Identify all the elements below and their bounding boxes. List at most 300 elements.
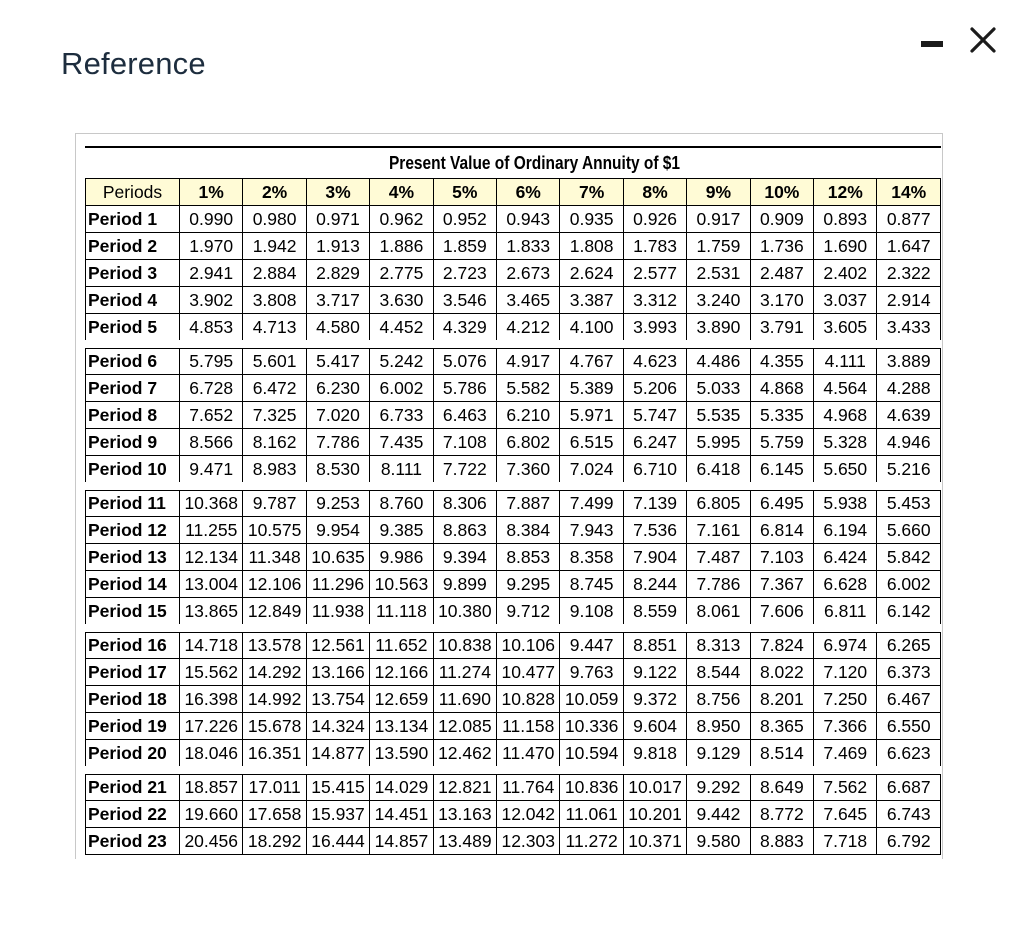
table-cell: 5.759 — [750, 429, 813, 456]
table-cell: 11.690 — [433, 686, 496, 713]
table-cell: 4.917 — [497, 344, 560, 375]
close-icon[interactable] — [967, 24, 999, 56]
table-cell: 4.288 — [877, 375, 941, 402]
table-cell: 6.002 — [370, 375, 433, 402]
table-cell: 11.272 — [560, 828, 623, 855]
table-cell: 10.017 — [623, 770, 686, 801]
row-label: Period 5 — [86, 314, 180, 345]
table-cell: 7.250 — [814, 686, 877, 713]
column-header-periods: Periods — [86, 179, 180, 206]
table-cell: 6.467 — [877, 686, 941, 713]
table-cell: 4.100 — [560, 314, 623, 345]
table-cell: 6.728 — [180, 375, 243, 402]
table-cell: 13.004 — [180, 571, 243, 598]
table-cell: 8.544 — [687, 659, 750, 686]
table-row — [86, 486, 941, 517]
table-cell: 13.578 — [243, 628, 306, 659]
table-cell: 6.792 — [877, 828, 941, 855]
column-header-rate: 6% — [497, 179, 560, 206]
table-cell: 3.037 — [814, 287, 877, 314]
table-cell: 8.851 — [623, 628, 686, 659]
table-row — [86, 628, 941, 659]
table-cell: 2.673 — [497, 260, 560, 287]
table-cell: 2.829 — [306, 260, 369, 287]
table-cell: 7.108 — [433, 429, 496, 456]
table-cell: 10.201 — [623, 801, 686, 828]
table-cell: 5.206 — [623, 375, 686, 402]
table-cell: 10.594 — [560, 740, 623, 771]
table-cell: 3.902 — [180, 287, 243, 314]
table-cell: 5.971 — [560, 402, 623, 429]
table-row — [86, 713, 941, 740]
table-cell: 10.380 — [433, 598, 496, 629]
table-cell: 12.849 — [243, 598, 306, 629]
table-cell: 8.983 — [243, 456, 306, 487]
table-row — [86, 571, 941, 598]
table-cell: 5.650 — [814, 456, 877, 487]
table-cell: 6.210 — [497, 402, 560, 429]
table-cell: 13.865 — [180, 598, 243, 629]
table-row — [86, 740, 941, 771]
table-cell: 3.890 — [687, 314, 750, 345]
table-cell: 8.306 — [433, 486, 496, 517]
table-cell: 4.564 — [814, 375, 877, 402]
table-cell: 9.442 — [687, 801, 750, 828]
table-caption: Present Value of Ordinary Annuity of $1 — [388, 153, 681, 173]
table-cell: 2.531 — [687, 260, 750, 287]
row-label: Period 21 — [86, 770, 180, 801]
table-cell: 10.836 — [560, 770, 623, 801]
table-cell: 8.111 — [370, 456, 433, 487]
table-cell: 6.142 — [877, 598, 941, 629]
table-cell: 2.322 — [877, 260, 941, 287]
table-cell: 14.029 — [370, 770, 433, 801]
table-cell: 6.687 — [877, 770, 941, 801]
table-cell: 3.433 — [877, 314, 941, 345]
row-label: Period 3 — [86, 260, 180, 287]
column-header-rate: 14% — [877, 179, 941, 206]
row-label: Period 1 — [86, 206, 180, 233]
table-cell: 6.418 — [687, 456, 750, 487]
table-cell: 0.971 — [306, 206, 369, 233]
table-cell: 12.303 — [497, 828, 560, 855]
table-cell: 10.336 — [560, 713, 623, 740]
table-cell: 1.913 — [306, 233, 369, 260]
table-cell: 11.158 — [497, 713, 560, 740]
row-label: Period 15 — [86, 598, 180, 629]
table-cell: 9.385 — [370, 517, 433, 544]
table-cell: 7.904 — [623, 544, 686, 571]
table-cell: 5.660 — [877, 517, 941, 544]
table-cell: 12.659 — [370, 686, 433, 713]
row-label: Period 17 — [86, 659, 180, 686]
table-cell: 8.061 — [687, 598, 750, 629]
table-cell: 8.244 — [623, 571, 686, 598]
table-cell: 17.226 — [180, 713, 243, 740]
table-cell: 1.783 — [623, 233, 686, 260]
table-cell: 6.145 — [750, 456, 813, 487]
table-cell: 1.886 — [370, 233, 433, 260]
table-cell: 7.120 — [814, 659, 877, 686]
table-cell: 4.713 — [243, 314, 306, 345]
table-cell: 6.733 — [370, 402, 433, 429]
table-cell: 10.563 — [370, 571, 433, 598]
table-cell: 1.970 — [180, 233, 243, 260]
table-cell: 11.764 — [497, 770, 560, 801]
table-cell: 0.893 — [814, 206, 877, 233]
table-cell: 0.952 — [433, 206, 496, 233]
table-cell: 4.111 — [814, 344, 877, 375]
table-cell: 9.122 — [623, 659, 686, 686]
table-cell: 8.883 — [750, 828, 813, 855]
table-cell: 7.103 — [750, 544, 813, 571]
table-cell: 7.943 — [560, 517, 623, 544]
table-cell: 16.398 — [180, 686, 243, 713]
row-label: Period 8 — [86, 402, 180, 429]
header-row — [86, 179, 941, 206]
table-cell: 0.980 — [243, 206, 306, 233]
table-cell: 7.536 — [623, 517, 686, 544]
table-cell: 0.943 — [497, 206, 560, 233]
table-cell: 5.335 — [750, 402, 813, 429]
close-x-glyph — [967, 24, 999, 56]
row-label: Period 14 — [86, 571, 180, 598]
row-label: Period 19 — [86, 713, 180, 740]
table-cell: 6.373 — [877, 659, 941, 686]
table-row — [86, 314, 941, 345]
table-cell: 3.889 — [877, 344, 941, 375]
table-cell: 6.628 — [814, 571, 877, 598]
table-cell: 3.170 — [750, 287, 813, 314]
table-cell: 8.863 — [433, 517, 496, 544]
table-cell: 0.990 — [180, 206, 243, 233]
table-cell: 9.253 — [306, 486, 369, 517]
table-cell: 6.811 — [814, 598, 877, 629]
table-cell: 10.368 — [180, 486, 243, 517]
table-cell: 7.020 — [306, 402, 369, 429]
table-cell: 3.465 — [497, 287, 560, 314]
table-cell: 6.802 — [497, 429, 560, 456]
table-cell: 5.076 — [433, 344, 496, 375]
table-cell: 3.312 — [623, 287, 686, 314]
table-cell: 17.011 — [243, 770, 306, 801]
table-cell: 13.134 — [370, 713, 433, 740]
table-cell: 6.623 — [877, 740, 941, 771]
table-cell: 1.736 — [750, 233, 813, 260]
table-cell: 7.786 — [687, 571, 750, 598]
table-cell: 10.575 — [243, 517, 306, 544]
table-cell: 9.818 — [623, 740, 686, 771]
table-cell: 0.877 — [877, 206, 941, 233]
table-cell: 5.842 — [877, 544, 941, 571]
table-cell: 5.242 — [370, 344, 433, 375]
table-row — [86, 402, 941, 429]
table-cell: 8.853 — [497, 544, 560, 571]
table-cell: 5.417 — [306, 344, 369, 375]
table-cell: 7.887 — [497, 486, 560, 517]
row-label: Period 20 — [86, 740, 180, 771]
table-cell: 7.139 — [623, 486, 686, 517]
table-row — [86, 375, 941, 402]
table-cell: 2.402 — [814, 260, 877, 287]
table-cell: 8.772 — [750, 801, 813, 828]
table-cell: 8.566 — [180, 429, 243, 456]
table-cell: 5.535 — [687, 402, 750, 429]
window-header — [0, 0, 1024, 120]
table-cell: 11.274 — [433, 659, 496, 686]
table-cell: 4.968 — [814, 402, 877, 429]
table-cell: 7.487 — [687, 544, 750, 571]
table-cell: 4.623 — [623, 344, 686, 375]
table-cell: 8.313 — [687, 628, 750, 659]
table-cell: 12.134 — [180, 544, 243, 571]
table-cell: 10.477 — [497, 659, 560, 686]
table-cell: 13.590 — [370, 740, 433, 771]
table-cell: 18.857 — [180, 770, 243, 801]
table-cell: 12.561 — [306, 628, 369, 659]
table-cell: 7.367 — [750, 571, 813, 598]
table-row — [86, 659, 941, 686]
table-cell: 2.775 — [370, 260, 433, 287]
table-cell: 0.909 — [750, 206, 813, 233]
table-cell: 6.743 — [877, 801, 941, 828]
table-cell: 6.515 — [560, 429, 623, 456]
table-cell: 9.712 — [497, 598, 560, 629]
table-cell: 9.447 — [560, 628, 623, 659]
table-cell: 15.937 — [306, 801, 369, 828]
column-header-rate: 2% — [243, 179, 306, 206]
table-cell: 5.795 — [180, 344, 243, 375]
table-cell: 0.917 — [687, 206, 750, 233]
table-cell: 8.756 — [687, 686, 750, 713]
table-cell: 7.786 — [306, 429, 369, 456]
reference-table-container — [85, 146, 941, 855]
table-cell: 5.786 — [433, 375, 496, 402]
table-cell: 6.814 — [750, 517, 813, 544]
column-header-rate: 7% — [560, 179, 623, 206]
table-cell: 19.660 — [180, 801, 243, 828]
table-cell: 8.559 — [623, 598, 686, 629]
table-cell: 6.265 — [877, 628, 941, 659]
table-row — [86, 770, 941, 801]
row-label: Period 4 — [86, 287, 180, 314]
table-cell: 1.942 — [243, 233, 306, 260]
table-cell: 4.486 — [687, 344, 750, 375]
table-cell: 4.580 — [306, 314, 369, 345]
table-cell: 6.974 — [814, 628, 877, 659]
table-cell: 5.389 — [560, 375, 623, 402]
table-cell: 5.995 — [687, 429, 750, 456]
table-cell: 14.992 — [243, 686, 306, 713]
row-label: Period 13 — [86, 544, 180, 571]
table-cell: 6.495 — [750, 486, 813, 517]
table-cell: 14.324 — [306, 713, 369, 740]
table-cell: 8.649 — [750, 770, 813, 801]
table-cell: 14.292 — [243, 659, 306, 686]
annuity-table — [85, 178, 941, 855]
table-cell: 20.456 — [180, 828, 243, 855]
row-label: Period 11 — [86, 486, 180, 517]
table-cell: 9.129 — [687, 740, 750, 771]
page-title: Reference — [61, 46, 206, 81]
table-cell: 5.582 — [497, 375, 560, 402]
table-cell: 8.530 — [306, 456, 369, 487]
table-cell: 3.717 — [306, 287, 369, 314]
table-cell: 11.470 — [497, 740, 560, 771]
row-label: Period 16 — [86, 628, 180, 659]
row-label: Period 18 — [86, 686, 180, 713]
row-label: Period 9 — [86, 429, 180, 456]
table-cell: 10.635 — [306, 544, 369, 571]
table-row — [86, 233, 941, 260]
table-cell: 14.857 — [370, 828, 433, 855]
table-cell: 6.424 — [814, 544, 877, 571]
column-header-rate: 10% — [750, 179, 813, 206]
table-body — [86, 206, 941, 855]
table-cell: 7.161 — [687, 517, 750, 544]
table-cell: 7.024 — [560, 456, 623, 487]
table-cell: 4.452 — [370, 314, 433, 345]
table-cell: 9.787 — [243, 486, 306, 517]
table-cell: 6.194 — [814, 517, 877, 544]
table-cell: 9.954 — [306, 517, 369, 544]
table-cell: 9.604 — [623, 713, 686, 740]
minimize-icon[interactable] — [921, 37, 943, 48]
row-label: Period 12 — [86, 517, 180, 544]
table-row — [86, 206, 941, 233]
table-cell: 1.647 — [877, 233, 941, 260]
table-cell: 12.085 — [433, 713, 496, 740]
table-cell: 7.562 — [814, 770, 877, 801]
table-row — [86, 598, 941, 629]
table-cell: 2.723 — [433, 260, 496, 287]
table-cell: 8.201 — [750, 686, 813, 713]
table-cell: 5.328 — [814, 429, 877, 456]
table-cell: 9.763 — [560, 659, 623, 686]
table-cell: 1.833 — [497, 233, 560, 260]
table-cell: 11.296 — [306, 571, 369, 598]
table-cell: 6.002 — [877, 571, 941, 598]
table-row — [86, 429, 941, 456]
table-cell: 5.601 — [243, 344, 306, 375]
table-cell: 10.059 — [560, 686, 623, 713]
column-header-rate: 4% — [370, 179, 433, 206]
table-cell: 6.463 — [433, 402, 496, 429]
table-cell: 8.384 — [497, 517, 560, 544]
column-header-rate: 3% — [306, 179, 369, 206]
table-cell: 9.471 — [180, 456, 243, 487]
table-cell: 4.767 — [560, 344, 623, 375]
table-cell: 16.444 — [306, 828, 369, 855]
table-cell: 12.462 — [433, 740, 496, 771]
table-cell: 7.499 — [560, 486, 623, 517]
table-row — [86, 456, 941, 487]
reference-table-frame[interactable] — [75, 133, 943, 859]
table-cell: 15.562 — [180, 659, 243, 686]
table-cell: 3.240 — [687, 287, 750, 314]
table-cell: 3.993 — [623, 314, 686, 345]
table-cell: 5.453 — [877, 486, 941, 517]
table-cell: 10.371 — [623, 828, 686, 855]
table-cell: 15.415 — [306, 770, 369, 801]
table-cell: 7.435 — [370, 429, 433, 456]
column-header-rate: 12% — [814, 179, 877, 206]
table-cell: 4.212 — [497, 314, 560, 345]
table-cell: 4.355 — [750, 344, 813, 375]
row-label: Period 23 — [86, 828, 180, 855]
table-cell: 12.821 — [433, 770, 496, 801]
table-cell: 0.962 — [370, 206, 433, 233]
table-cell: 6.472 — [243, 375, 306, 402]
table-cell: 3.387 — [560, 287, 623, 314]
table-cell: 2.941 — [180, 260, 243, 287]
table-cell: 5.747 — [623, 402, 686, 429]
table-cell: 13.163 — [433, 801, 496, 828]
table-cell: 11.652 — [370, 628, 433, 659]
table-cell: 1.808 — [560, 233, 623, 260]
table-cell: 1.690 — [814, 233, 877, 260]
table-cell: 8.514 — [750, 740, 813, 771]
table-row — [86, 260, 941, 287]
table-row — [86, 344, 941, 375]
table-cell: 8.745 — [560, 571, 623, 598]
table-cell: 11.118 — [370, 598, 433, 629]
table-cell: 18.292 — [243, 828, 306, 855]
table-cell: 7.360 — [497, 456, 560, 487]
table-cell: 10.838 — [433, 628, 496, 659]
table-cell: 11.255 — [180, 517, 243, 544]
table-cell: 7.366 — [814, 713, 877, 740]
row-label: Period 6 — [86, 344, 180, 375]
table-row — [86, 828, 941, 855]
table-cell: 4.946 — [877, 429, 941, 456]
table-cell: 8.358 — [560, 544, 623, 571]
table-cell: 4.853 — [180, 314, 243, 345]
table-row — [86, 517, 941, 544]
table-cell: 8.760 — [370, 486, 433, 517]
table-cell: 2.487 — [750, 260, 813, 287]
table-cell: 9.899 — [433, 571, 496, 598]
table-cell: 17.658 — [243, 801, 306, 828]
table-cell: 7.652 — [180, 402, 243, 429]
table-cell: 9.292 — [687, 770, 750, 801]
table-cell: 5.033 — [687, 375, 750, 402]
table-cell: 0.935 — [560, 206, 623, 233]
table-cell: 7.824 — [750, 628, 813, 659]
table-cell: 7.722 — [433, 456, 496, 487]
table-row — [86, 801, 941, 828]
table-cell: 3.546 — [433, 287, 496, 314]
column-header-rate: 5% — [433, 179, 496, 206]
table-cell: 5.938 — [814, 486, 877, 517]
table-cell: 16.351 — [243, 740, 306, 771]
row-label: Period 10 — [86, 456, 180, 487]
table-cell: 14.451 — [370, 801, 433, 828]
table-cell: 8.022 — [750, 659, 813, 686]
table-cell: 7.606 — [750, 598, 813, 629]
table-cell: 2.884 — [243, 260, 306, 287]
table-cell: 15.678 — [243, 713, 306, 740]
table-cell: 8.162 — [243, 429, 306, 456]
table-cell: 9.394 — [433, 544, 496, 571]
table-cell: 2.624 — [560, 260, 623, 287]
table-cell: 11.938 — [306, 598, 369, 629]
table-cell: 18.046 — [180, 740, 243, 771]
table-cell: 6.550 — [877, 713, 941, 740]
table-cell: 13.754 — [306, 686, 369, 713]
minimize-bar — [921, 41, 943, 47]
table-cell: 7.469 — [814, 740, 877, 771]
